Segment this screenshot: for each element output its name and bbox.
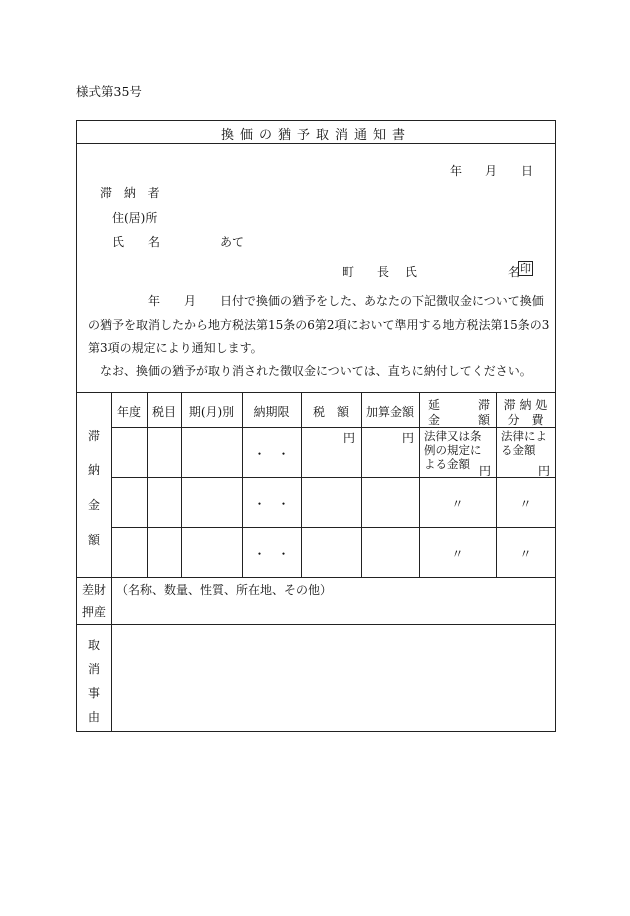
row2-due-dots: ・ ・ <box>253 497 290 511</box>
row1-delinquency-note-3: よる金額 <box>424 457 470 471</box>
header-period: 期(月)別 <box>188 405 235 419</box>
issuer-title: 長 氏 <box>377 265 423 279</box>
row3-delinquency-ditto: 〃 <box>451 547 464 561</box>
col-sep-label <box>111 392 112 731</box>
title-divider <box>76 143 556 144</box>
reason-label-3: 事 <box>88 686 101 700</box>
reason-label-1: 取 <box>88 638 101 652</box>
row2-delinquency-ditto: 〃 <box>451 497 464 511</box>
form-number: 様式第35号 <box>76 84 142 99</box>
header-tax-amount: 税 額 <box>312 405 349 419</box>
row1-due-dots: ・ ・ <box>253 447 290 461</box>
issuer-town: 町 <box>342 265 355 279</box>
issuer-seal: 印 <box>520 262 531 275</box>
taxpayer-label: 滞 納 者 <box>100 186 164 200</box>
row1-disposal-yen: 円 <box>538 464 551 478</box>
side-label-2: 納 <box>88 463 101 477</box>
row1-delinquency-yen: 円 <box>479 464 492 478</box>
header-delinquency-bl: 金 <box>428 413 441 427</box>
side-label-3: 金 <box>88 498 101 512</box>
frame-bottom <box>76 731 556 732</box>
seizure-label-top: 差財 <box>82 583 107 597</box>
side-label-1: 滞 <box>88 429 101 443</box>
table-bottom <box>76 577 556 578</box>
header-tax-item: 税目 <box>151 405 176 419</box>
date-day: 日 <box>521 164 534 178</box>
address-label: 住(居)所 <box>112 211 158 225</box>
side-label-4: 額 <box>88 533 101 547</box>
document-title: 換価の猶予取消通知書 <box>220 128 411 143</box>
body-line-3: 第3項の規定により通知します。 <box>88 341 263 355</box>
reason-label-4: 由 <box>88 710 101 724</box>
header-additional-tax: 加算金額 <box>365 405 414 419</box>
seizure-bottom <box>76 624 556 625</box>
name-label: 氏 名 <box>112 235 167 249</box>
date-year: 年 <box>450 164 463 178</box>
header-year: 年度 <box>116 405 141 419</box>
frame-top <box>76 120 556 121</box>
row3-due-dots: ・ ・ <box>253 547 290 561</box>
addressee-suffix: あて <box>220 235 245 249</box>
row2-disposal-ditto: 〃 <box>519 497 532 511</box>
header-disposal-top: 滞 納 処 <box>503 398 548 412</box>
body-line-1: 年 月 日付で換価の猶予をした、あなたの下記徴収金について換価 <box>148 294 544 308</box>
date-month: 月 <box>485 164 498 178</box>
row1-tax-yen: 円 <box>343 431 356 445</box>
header-delinquency-tr: 滞 <box>478 398 491 412</box>
row1-delinquency-note-2: 例の規定に <box>424 443 482 457</box>
row3-disposal-ditto: 〃 <box>519 547 532 561</box>
header-due-date: 納期限 <box>253 405 290 419</box>
seizure-content: （名称、数量、性質、所在地、その他） <box>116 583 333 597</box>
row1-disposal-note-1: 法律によ <box>501 429 547 443</box>
body-line-2: の猶予を取消したから地方税法第15条の6第2項において準用する地方税法第15条の3 <box>88 318 550 332</box>
header-delinquency-tl: 延 <box>428 398 441 412</box>
frame-right <box>555 120 556 732</box>
reason-label-2: 消 <box>88 662 101 676</box>
body-line-4: なお、換価の猶予が取り消された徴収金については、直ちに納付してください。 <box>100 364 532 378</box>
row1-disposal-note-2: る金額 <box>501 443 536 457</box>
frame-left <box>76 120 77 732</box>
table-top <box>76 392 556 393</box>
row1-additional-yen: 円 <box>402 431 415 445</box>
header-delinquency-br: 額 <box>478 413 491 427</box>
seizure-label-bottom: 押産 <box>82 605 107 619</box>
row2-bottom <box>111 527 556 528</box>
issuer-name-prefix: 名 <box>508 265 521 279</box>
header-disposal-bottom: 分 費 <box>507 413 544 427</box>
row1-delinquency-note-1: 法律又は条 <box>424 429 482 443</box>
